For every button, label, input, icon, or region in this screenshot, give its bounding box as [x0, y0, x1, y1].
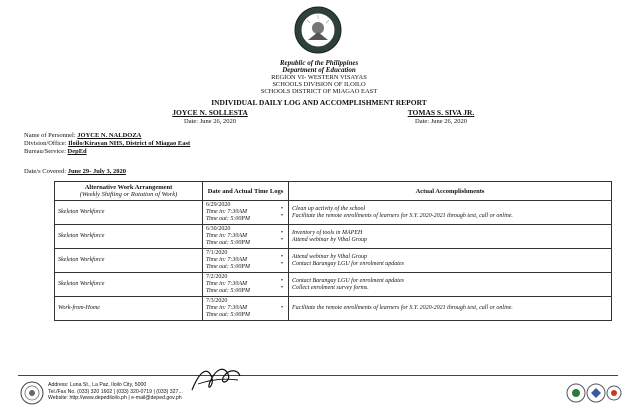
signatory-left	[145, 108, 275, 126]
column-header-arrangement	[55, 182, 203, 201]
arrangement-cell: Skeleton Workforce	[55, 249, 203, 273]
accomplishment-item: • Contact Barangay LGU for enrolment updates	[292, 278, 608, 285]
log-date: 7/2/2020	[206, 274, 228, 280]
header-division: SCHOOLS DIVISION OF ILOILO	[272, 81, 366, 88]
arrangement-cell: Skeleton Workforce	[55, 201, 203, 225]
accomplishment-item: • Inventory of tools in MAPEH	[292, 230, 608, 237]
handwritten-signature	[188, 360, 244, 400]
accomplishments-cell	[289, 249, 612, 273]
certification-logos	[566, 381, 622, 405]
signatory-name: TOMAS S. SIVA JR.	[407, 108, 475, 117]
accomplishment-item: • Attend webinar by Vibal Group	[292, 254, 608, 261]
footer-address-block	[48, 382, 183, 402]
time-out: Time out: 5:00PM	[206, 240, 250, 246]
division-office-label: Division/Office:	[24, 140, 69, 147]
accomplishment-item: • Attend webinar by Vibal Group	[292, 237, 608, 244]
table-row	[55, 225, 612, 249]
timelog-cell	[203, 297, 289, 321]
time-out: Time out: 5:00PM	[206, 312, 250, 318]
accomplishment-table	[54, 181, 612, 321]
footer-address: Address: Luna St., La Paz, Iloilo City, 5000	[48, 382, 147, 388]
header-republic: Republic of the Philippines	[279, 59, 359, 67]
dates-covered-line	[24, 168, 126, 176]
signatory-date: Date: June 26, 2020	[184, 118, 236, 125]
time-out: Time out: 5:00PM	[206, 288, 250, 294]
table-header-row	[55, 182, 612, 201]
header-region: REGION VI- WESTERN VISAYAS	[271, 74, 367, 81]
table-row	[55, 273, 612, 297]
time-in: Time in: 7:30AM	[206, 281, 247, 287]
accomplishment-item: • Facilitate the remote enrollments of learners for S.Y. 2020-2021 through text, call or online.	[292, 305, 608, 312]
timelog-cell	[203, 249, 289, 273]
division-office-value: Iloilo/Kirayan NHS, District of Miagao East	[68, 140, 191, 147]
signatory-date: Date: June 26, 2020	[415, 118, 467, 125]
time-in: Time in: 7:30AM	[206, 305, 247, 311]
table-row	[55, 249, 612, 273]
time-out: Time out: 5:00PM	[206, 264, 250, 270]
arrangement-cell: Skeleton Workforce	[55, 225, 203, 249]
accomplishment-item: • Collect enrolment survey forms.	[292, 285, 608, 292]
log-date: 6/29/2020	[206, 202, 231, 208]
arrangement-cell: Skeleton Workforce	[55, 273, 203, 297]
arrangement-cell: Work-from-Home	[55, 297, 203, 321]
time-in: Time in: 7:30AM	[206, 233, 247, 239]
accomplishment-item: • Clean up activity of the school	[292, 206, 608, 213]
timelog-cell	[203, 273, 289, 297]
time-in: Time in: 7:30AM	[206, 209, 247, 215]
header-district: SCHOOLS DISTRICT OF MIAGAO EAST	[260, 88, 378, 95]
footer-phone: Tel./Fax No. (033) 320 1602 | (033) 320-0719 | (033) 327...	[48, 388, 183, 395]
division-office-line	[24, 140, 190, 148]
log-date: 6/30/2020	[206, 226, 231, 232]
table-row	[55, 201, 612, 225]
arrangement-header-sublabel: (Weekly Shifting or Rotation of Work)	[79, 191, 178, 198]
personnel-name-line	[24, 132, 141, 140]
footer-divider	[18, 375, 618, 376]
dates-covered-value: June 29- July 3, 2020	[67, 168, 127, 175]
footer-website: Website: http://www.depediloilo.ph | e-mail@deped.gov.ph	[48, 395, 182, 402]
log-date: 7/1/2020	[206, 250, 228, 256]
accomplishments-cell	[289, 273, 612, 297]
accomplishment-item: • Contact Barangay LGU for enrolment updates	[292, 261, 608, 268]
signatory-name: JOYCE N. SOLLESTA	[172, 108, 248, 117]
timelog-cell	[203, 201, 289, 225]
bureau-service-line	[24, 148, 87, 156]
accomplishment-item: • Facilitate the remote enrollments of learners for S.Y. 2020-2021 through text, call or online.	[292, 213, 608, 220]
arrangement-header-label: Alternative Work Arrangement	[84, 184, 173, 191]
table-row	[55, 297, 612, 321]
bureau-service-value: DepEd	[67, 148, 87, 155]
header-department: Department of Education	[282, 66, 356, 74]
timelog-cell	[203, 225, 289, 249]
deped-seal-logo	[294, 6, 342, 54]
deped-footer-logo	[20, 381, 44, 405]
time-in: Time in: 7:30AM	[206, 257, 247, 263]
time-out: Time out: 5:00PM	[206, 216, 250, 222]
signatory-right	[376, 108, 506, 126]
accomplishments-cell	[289, 297, 612, 321]
log-date: 7/3/2020	[206, 298, 228, 304]
accomplishments-cell	[289, 201, 612, 225]
dates-covered-label: Date/s Covered:	[24, 168, 68, 175]
column-header-accomplishments: Actual Accomplishments	[289, 182, 612, 201]
bureau-service-label: Bureau/Service:	[24, 148, 68, 155]
report-title: INDIVIDUAL DAILY LOG AND ACCOMPLISHMENT REPORT	[211, 98, 427, 107]
personnel-name-value: JOYCE N. NALDOZA	[77, 132, 142, 139]
personnel-name-label: Name of Personnel:	[24, 132, 78, 139]
column-header-timelogs: Date and Actual Time Logs	[203, 182, 289, 201]
accomplishments-cell	[289, 225, 612, 249]
